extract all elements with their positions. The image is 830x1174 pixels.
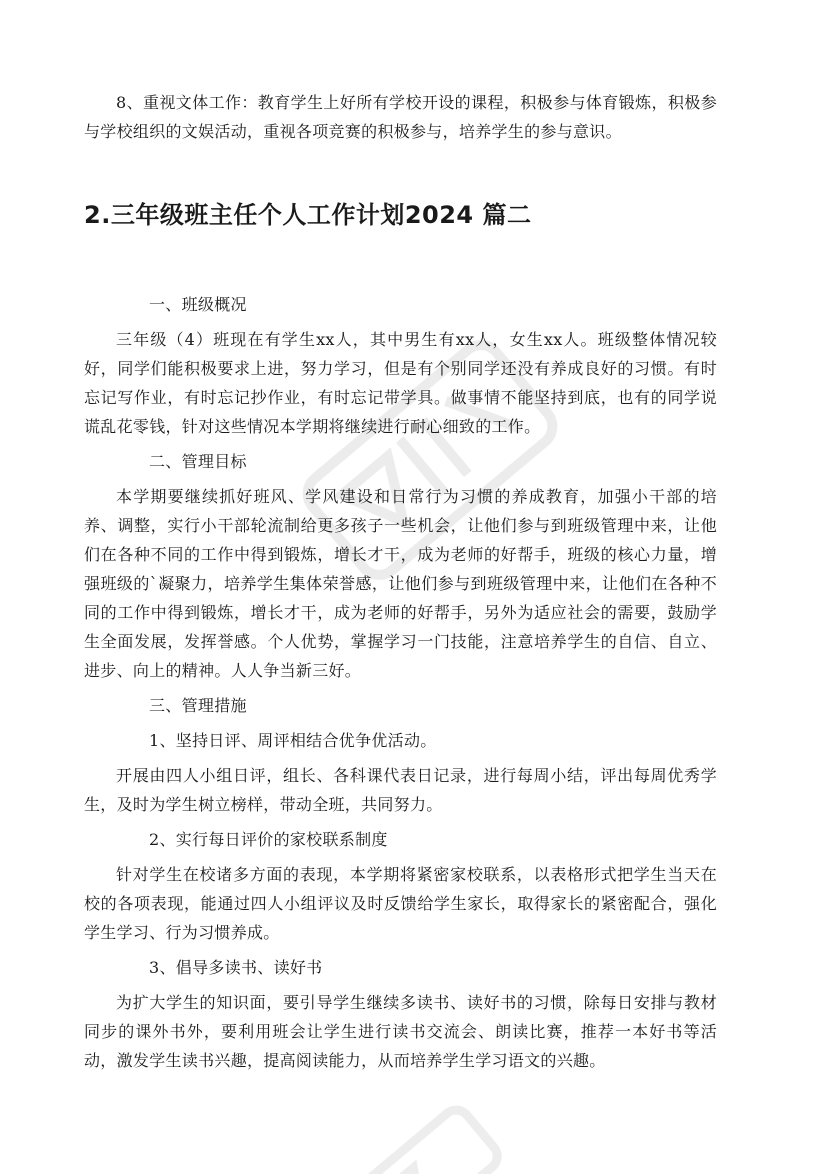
section-heading: 2.三年级班主任个人工作计划2024 篇二 bbox=[84, 201, 532, 229]
measure-title-1: 1、坚持日评、周评相结合优争优活动。 bbox=[149, 731, 437, 750]
measure-body-2: 针对学生在校诸多方面的表现，本学期将紧密家校联系，以表格形式把学生当天在校的各项表现，能通过四人小组评议及时反馈给学生家长，取得家长的紧密配合，强化学生学习、行为习惯养成。 bbox=[84, 865, 717, 942]
measure-body-3: 为扩大学生的知识面，要引导学生继续多读书、读好书的习惯，除每日安排与教材同步的课外书外，要利用班会让学生进行读书交流会、朗读比赛，推荐一本好书等活动，激发学生读书兴趣，提高阅读能力，从而培养学生学习语文的兴趣。 bbox=[84, 993, 717, 1070]
measure-title-3: 3、倡导多读书、读好书 bbox=[149, 958, 323, 977]
section-title-class-overview: 一、班级概况 bbox=[149, 295, 247, 314]
paragraph-class-overview: 三年级（4）班现在有学生xx人，其中男生有xx人，女生xx人。班级整体情况较好，同学们能积极要求上进，努力学习，但是有个别同学还没有养成良好的习惯。有时忘记写作业，有时忘记抄作业，有时忘记带学具。做事情不能坚持到底，也有的同学说谎乱花零钱，针对这些情况本学期将继续进行耐心细致的工作。 bbox=[84, 330, 717, 436]
document-content bbox=[84, 88, 717, 1075]
section-title-management-goals: 二、管理目标 bbox=[149, 452, 247, 471]
watermark-logo-icon-bottom bbox=[330, 1070, 530, 1174]
measure-body-1: 开展由四人小组日评，组长、各科课代表日记录，进行每周小结，评出每周优秀学生，及时为学生树立榜样，带动全班，共同努力。 bbox=[84, 766, 717, 814]
section-title-management-measures: 三、管理措施 bbox=[149, 696, 247, 715]
paragraph-management-goals: 本学期要继续抓好班风、学风建设和日常行为习惯的养成教育，加强小干部的培养、调整，实行小干部轮流制给更多孩子一些机会，让他们参与到班级管理中来，让他们在各种不同的工作中得到锻炼，增长才干，成为老师的好帮手，班级的核心力量，增强班级的`凝聚力，培养学生集体荣誉感，让他们参与到班级管理中来，让他们在各种不同的工作中得到锻炼，增长才干，成为老师的好帮手，另外为适应社会的需要，鼓励学生全面发展，发挥誉感。个人优势，掌握学习一门技能，注意培养学生的自信、自立、进步、向上的精神。人人争当新三好。 bbox=[84, 487, 717, 680]
measure-title-2: 2、实行每日评价的家校联系制度 bbox=[149, 830, 388, 849]
paragraph-culture-sports: 8、重视文体工作：教育学生上好所有学校开设的课程，积极参与体育锻炼，积极参与学校组织的文娱活动，重视各项竞赛的积极参与，培养学生的参与意识。 bbox=[84, 93, 717, 141]
